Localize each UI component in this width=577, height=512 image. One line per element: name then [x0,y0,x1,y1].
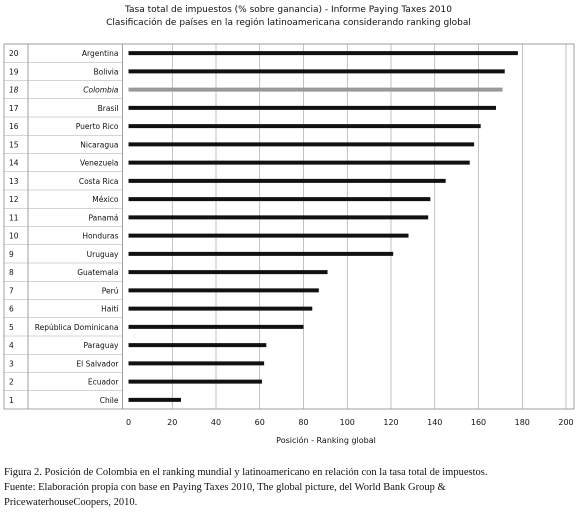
x-tick-label: 0 [125,418,132,427]
bar [129,161,470,165]
rank-label: 8 [9,268,14,278]
bar [129,197,431,201]
rank-label: 4 [9,341,14,351]
rank-label: 18 [9,85,19,95]
x-axis-label: Posición - Ranking global [276,436,376,445]
rank-label: 9 [9,249,14,259]
x-tick-label: 60 [254,418,265,427]
x-tick-label: 200 [558,418,574,427]
bar [129,252,394,256]
country-label: Chile [99,395,119,405]
bar [129,361,265,365]
bar [129,307,313,311]
country-label: Nicaragua [80,140,119,150]
country-label: Haití [101,304,119,314]
country-label: Argentina [81,49,119,59]
rank-label: 16 [9,122,19,132]
rank-label: 3 [9,359,14,369]
rank-label: 10 [9,231,19,241]
x-tick-label: 20 [167,418,178,427]
rank-label: 7 [9,286,14,296]
bar [129,106,497,110]
x-tick-label: 120 [383,418,399,427]
chart-title: Tasa total de impuestos (% sobre ganancia) - Informe Paying Taxes 2010 [125,5,452,15]
country-label: Colombia [83,85,119,95]
bar [129,142,475,146]
bar [129,88,503,92]
rank-label: 14 [9,158,19,168]
country-label: Panamá [88,213,119,223]
x-tick-label: 140 [427,418,443,427]
rank-label: 20 [9,49,19,59]
rank-label: 5 [9,322,14,332]
country-label: Costa Rica [78,176,119,186]
bar [129,179,446,183]
bar [129,69,505,73]
country-label: México [92,195,119,205]
bar [129,398,182,402]
x-tick-label: 40 [210,418,222,427]
source-line: Fuente: Elaboración propia con base en Paying Taxes 2010, The global picture, del World Bank Group & [4,482,446,493]
country-label: Perú [101,286,119,296]
country-label: Bolivia [93,67,119,77]
bar [129,124,481,128]
bar [129,343,267,347]
rank-label: 2 [9,377,14,387]
country-label: Venezuela [79,158,119,168]
x-tick-label: 100 [339,418,355,427]
source-line-continued: PricewaterhouseCoopers, 2010. [4,497,138,508]
figure-caption: Figura 2. Posición de Colombia en el ranking mundial y latinoamericano en relación con la tasa total de impuestos. [4,467,488,478]
country-label: Ecuador [87,377,119,387]
country-label: Uruguay [86,249,119,259]
rank-label: 19 [9,67,19,77]
country-label: El Salvador [76,359,119,369]
bar [129,234,409,238]
country-label: República Dominicana [34,322,119,332]
rank-label: 15 [9,140,19,150]
rank-label: 17 [9,103,19,113]
bar [129,51,518,55]
bar [129,288,319,292]
rank-label: 11 [9,213,19,223]
country-label: Brasil [97,103,119,113]
bar [129,270,328,274]
rank-label: 12 [9,195,19,205]
country-label: Honduras [82,231,119,241]
rank-label: 1 [9,395,14,405]
rank-label: 13 [9,176,19,186]
country-label: Puerto Rico [75,122,119,132]
country-label: Guatemala [77,268,119,278]
bar [129,215,429,219]
bar [129,380,262,384]
bar [129,325,304,329]
country-label: Paraguay [83,341,119,351]
x-tick-label: 180 [514,418,530,427]
x-tick-label: 160 [470,418,487,427]
rank-label: 6 [9,304,14,314]
chart-subtitle: Clasificación de países en la región latinoamericana considerando ranking global [106,18,471,28]
x-tick-label: 80 [298,418,309,427]
